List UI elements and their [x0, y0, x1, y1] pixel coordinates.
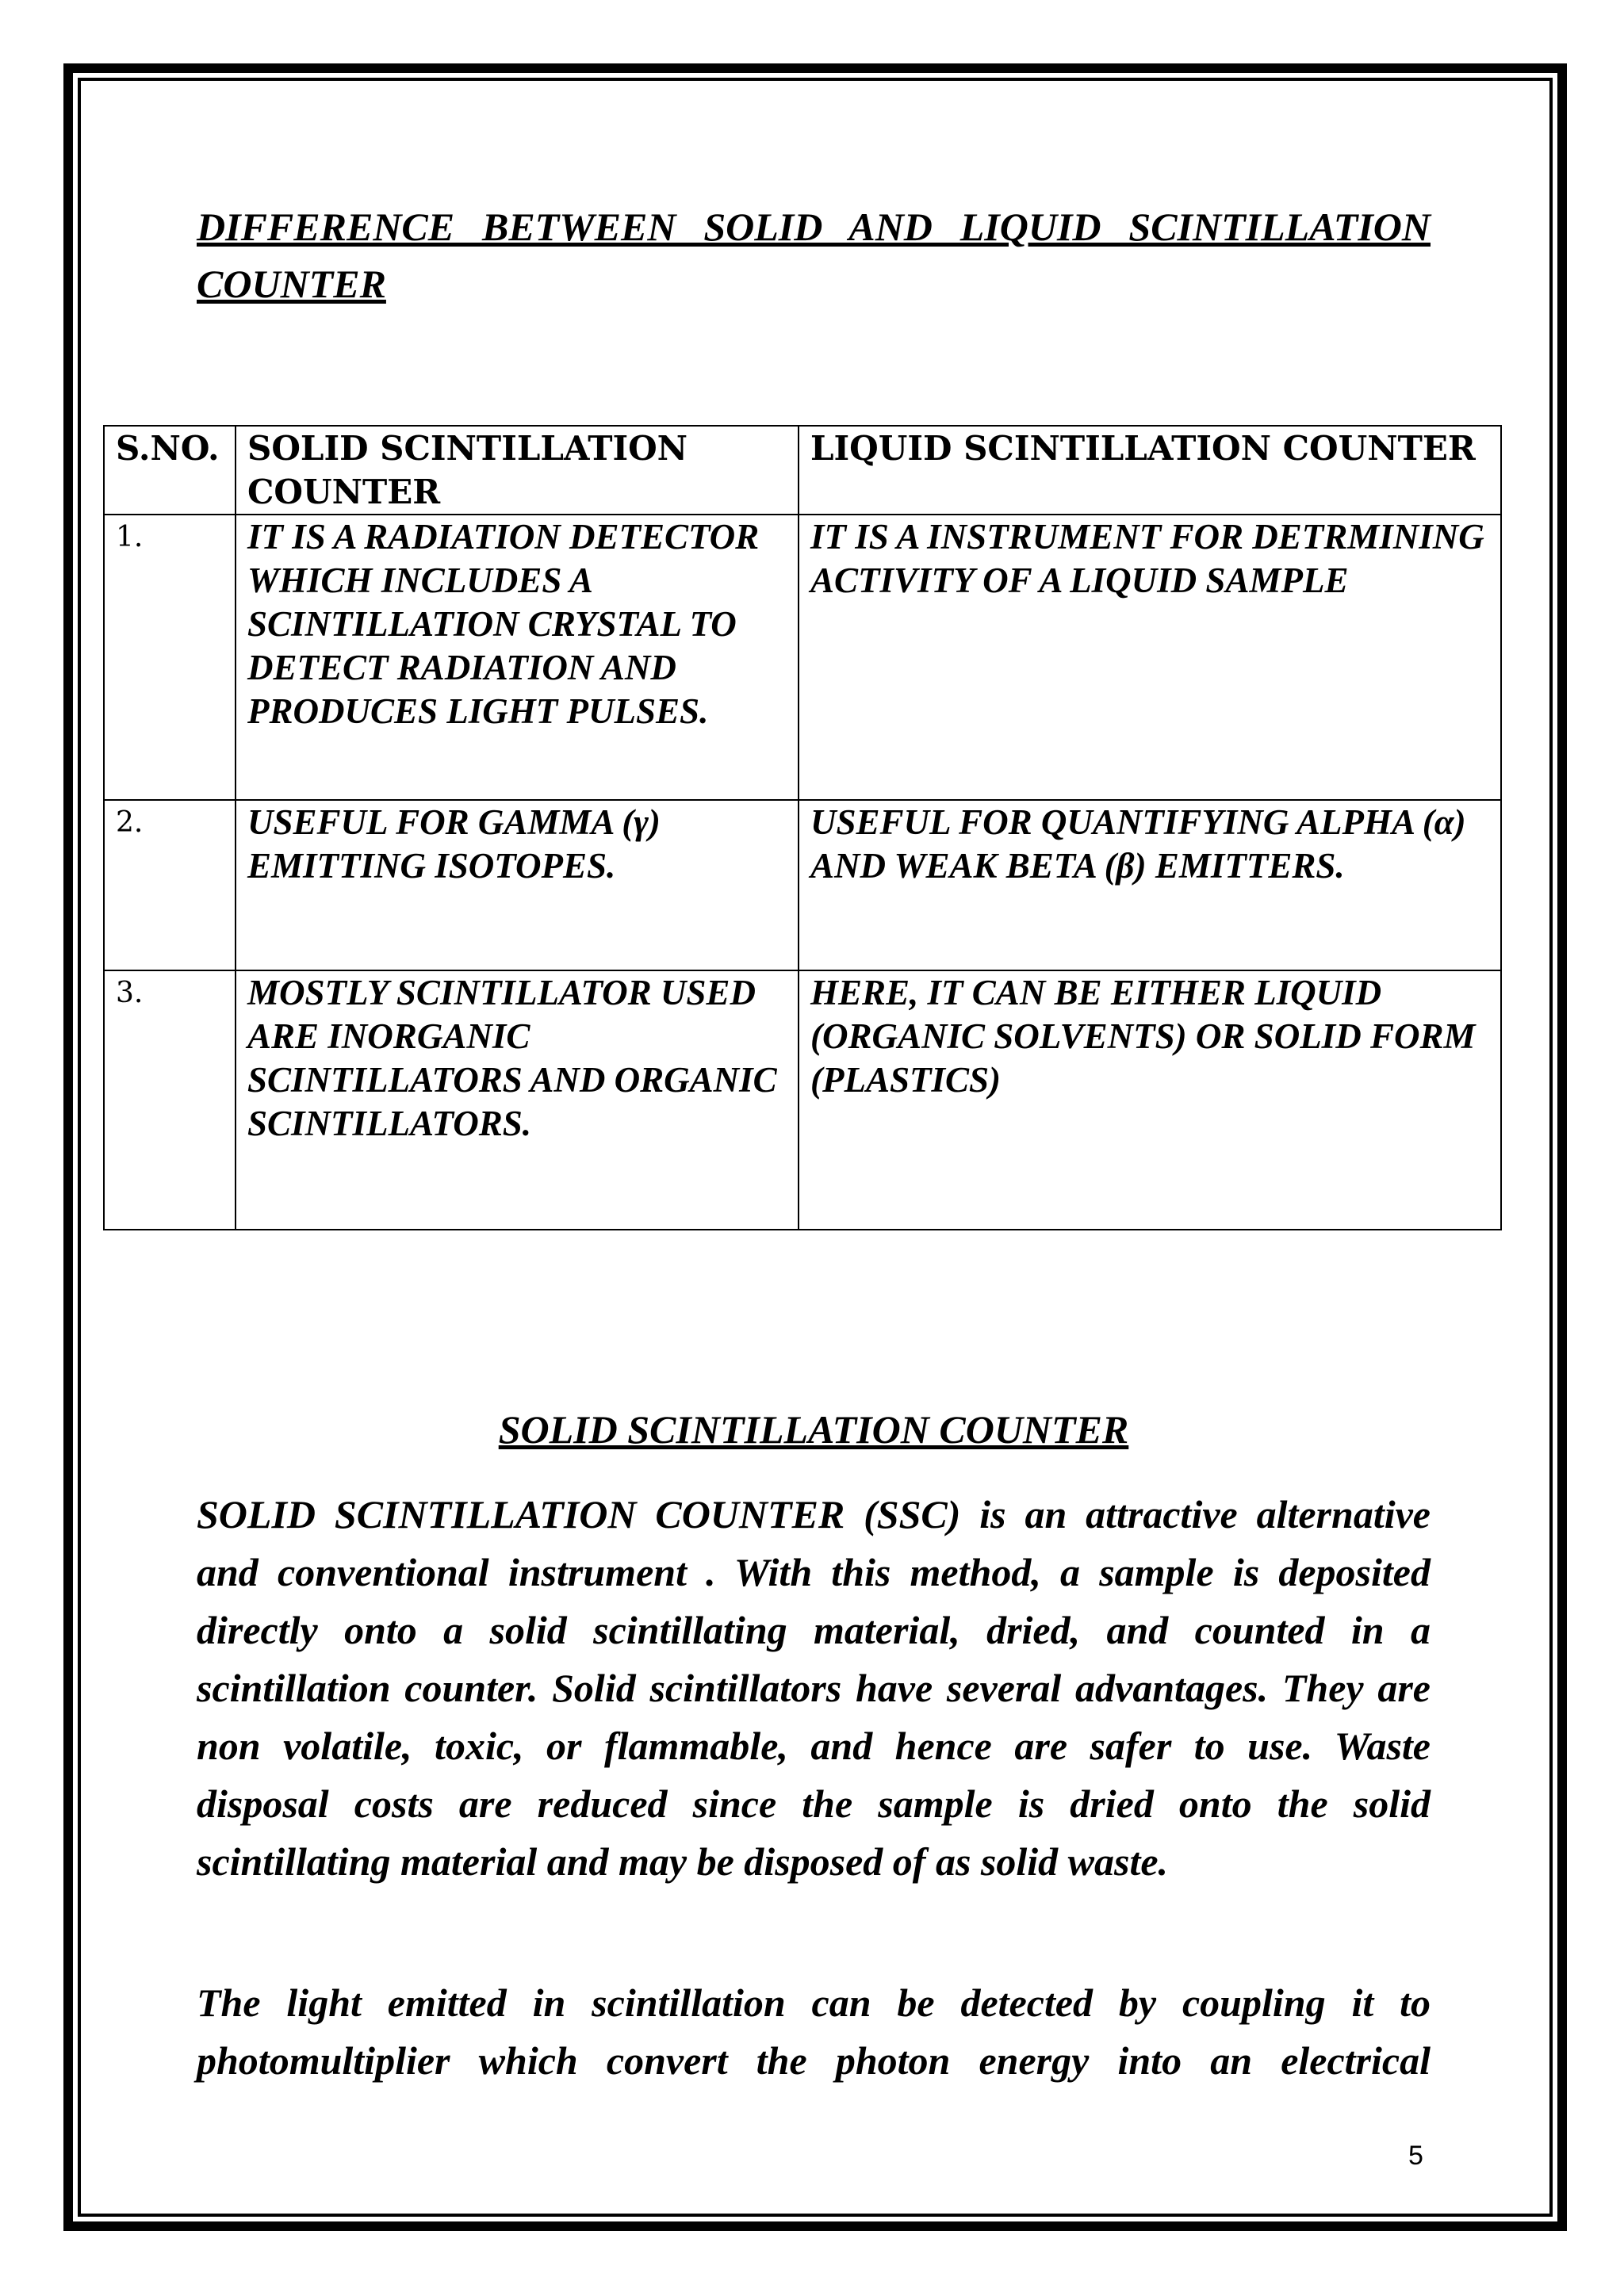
section-title: SOLID SCINTILLATION COUNTER — [498, 1407, 1129, 1452]
header-solid: SOLID SCINTILLATION COUNTER — [236, 426, 799, 515]
body-paragraph: The light emitted in scintillation can be detected by coupling it to photomultiplier which convert the photon energy into an electrical — [197, 1980, 1431, 2083]
comparison-table — [103, 425, 1502, 1230]
table-row — [104, 800, 1501, 970]
row-sno: 2. — [104, 800, 236, 970]
row-solid-text: IT IS A RADIATION DETECTOR WHICH INCLUDES A SCINTILLATION CRYSTAL TO DETECT RADIATION AND PRODUCES LIGHT PULSES. — [236, 515, 799, 800]
page-heading: DIFFERENCE BETWEEN SOLID AND LIQUID SCINTILLATION COUNTER — [197, 205, 1431, 306]
row-liquid-text: IT IS A INSTRUMENT FOR DETRMINING ACTIVITY OF A LIQUID SAMPLE — [799, 515, 1501, 800]
row-sno: 1. — [104, 515, 236, 800]
row-solid-text: MOSTLY SCINTILLATOR USED ARE INORGANIC SCINTILLATORS AND ORGANIC SCINTILLATORS. — [236, 970, 799, 1230]
row-solid-text: USEFUL FOR GAMMA (γ) EMITTING ISOTOPES. — [236, 800, 799, 970]
table-header-row — [104, 426, 1501, 515]
header-liquid: LIQUID SCINTILLATION COUNTER — [799, 426, 1501, 515]
table-row — [104, 970, 1501, 1230]
header-sno: S.NO. — [104, 426, 236, 515]
row-liquid-text: HERE, IT CAN BE EITHER LIQUID (ORGANIC SOLVENTS) OR SOLID FORM (PLASTICS) — [799, 970, 1501, 1230]
body-paragraph: SOLID SCINTILLATION COUNTER (SSC) is an attractive alternative and conventional instrument . With this method, a sample is deposited directly onto a solid scintillating material, dried, and counted in a scintillation counter. Solid scintillators have several advantages. They are non volatile, toxic, or flammable, and hence are safer to use. Waste disposal costs are reduced since the sample is dried onto the solid scintillating material and may be disposed of as solid waste. — [197, 1492, 1431, 1884]
row-liquid-text: USEFUL FOR QUANTIFYING ALPHA (α) AND WEAK BETA (β) EMITTERS. — [799, 800, 1501, 970]
table-row — [104, 515, 1501, 800]
page-number: 5 — [1408, 2141, 1423, 2171]
row-sno: 3. — [104, 970, 236, 1230]
